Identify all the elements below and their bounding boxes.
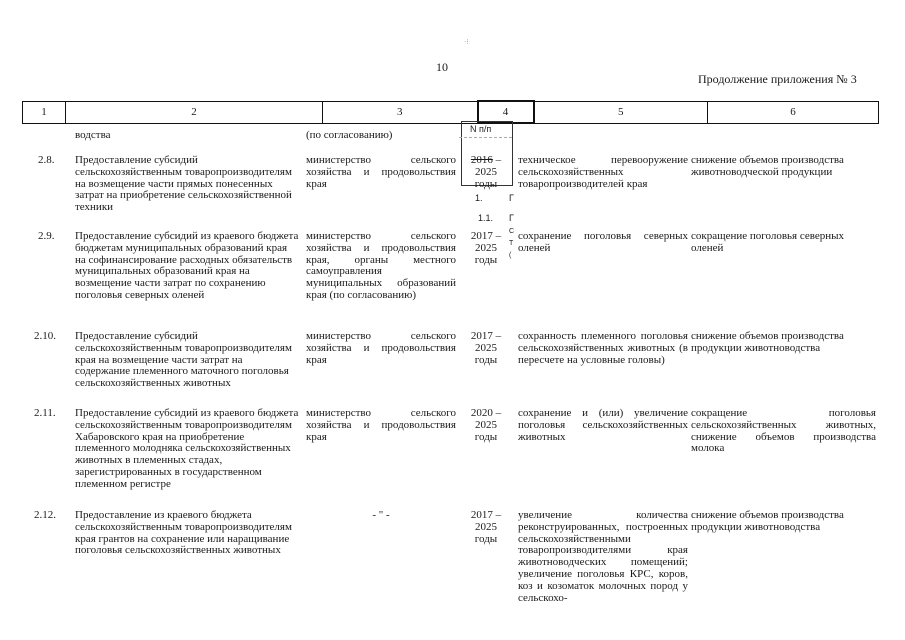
row-2-9-measure: Предоставление субсидий из краевого бюджета бюджетам муниципальных образований края на софинансирование расходных обязательств муниципальных образований края на возмещение части затрат по сохранению поголовья северных оленей [75, 230, 299, 301]
overlay-one-one: 1.1. [478, 213, 494, 223]
row-2-9-consequence: сокращение поголовья северных оленей [691, 230, 845, 254]
row-2-11-number: 2.11. [34, 407, 56, 419]
row-2-9-executor: министерство сельского хозяйства и продовольствия края, органы местного самоуправления муниципальных образований края (по согласованию) [306, 230, 456, 301]
row-2-10-years: 2017 – 2025 годы [470, 330, 502, 366]
col-header-5: 5 [534, 101, 708, 123]
row-2-12-number: 2.12. [34, 509, 56, 521]
row-2-10-consequence: снижение объемов производства продукции животноводства [691, 330, 844, 354]
row-2-11-measure: Предоставление субсидий из краевого бюджета сельскохозяйственным товаропроизводителям Хабаровского края на приобретение племенного молодняка сельскохозяйственных животных в племенных стадах, зарегистрированных в государственном племенном регистре [75, 407, 299, 490]
row-2-8-number: 2.8. [38, 154, 55, 166]
row-2-9-number: 2.9. [38, 230, 55, 242]
overlay-n-pp: N п/п [470, 124, 492, 134]
row-2-10-number: 2.10. [34, 330, 56, 342]
scan-mark: ·⁝ [464, 38, 469, 46]
overlay-frag-3: С [509, 228, 515, 235]
row-2-8-executor: министерство сельского хозяйства и продовольствия края [306, 154, 456, 190]
overlay-frag-4: Т [509, 240, 514, 247]
overlay-frag-2: Г [509, 213, 514, 223]
row-2-10-result: сохранность племенного поголовья сельскохозяйственных животных (в пересчете на условные головы) [518, 330, 688, 366]
col-header-3: 3 [323, 101, 478, 123]
continuation-col2: водства [75, 129, 111, 141]
col-header-4: 4 [478, 101, 534, 123]
overlay-frag-1: Г [509, 193, 514, 203]
col-header-1: 1 [23, 101, 66, 123]
row-2-12-executor: - " - [372, 509, 390, 521]
page-number: 10 [436, 60, 448, 74]
row-2-12-years: 2017 – 2025 годы [470, 509, 502, 545]
row-2-8-years: 2016 – 2025 годы [470, 154, 502, 190]
row-2-9-result: сохранение поголовья северных оленей [518, 230, 688, 254]
row-2-12-result: увеличение количества реконструированных, построенных сельскохозяйственными товаропроизводителями края животноводческих помещений; увеличение поголовья КРС, коров, коз и козоматок молочных пород у сельскохо- [518, 509, 688, 604]
overlay-one: 1. [475, 193, 483, 203]
overlay-frag-5: ( [509, 252, 512, 259]
row-2-11-result: сохранение и (или) увеличение поголовья сельскохозяйственных животных [518, 407, 688, 443]
row-2-8-consequence: снижение объемов производства животноводческой продукции [691, 154, 844, 178]
row-2-11-executor: министерство сельского хозяйства и продовольствия края [306, 407, 456, 443]
row-2-8-years-end: 2025 [475, 165, 497, 178]
row-2-8-measure: Предоставление субсидий сельскохозяйственным товаропроизводителям на возмещение части прямых понесенных затрат на приобретение сельскохозяйственной техники [75, 154, 292, 214]
row-2-11-years: 2020 – 2025 годы [470, 407, 502, 443]
row-2-12-consequence: снижение объемов производства продукции животноводства [691, 509, 844, 533]
row-2-12-measure: Предоставление из краевого бюджета сельскохозяйственным товаропроизводителям края грантов на сохранение или наращивание поголовья сельскохозяйственных животных [75, 509, 292, 557]
row-2-10-measure: Предоставление субсидий сельскохозяйственным товаропроизводителям края на возмещение части затрат на содержание племенного маточного поголовья сельскохозяйственных животных [75, 330, 292, 390]
row-2-8-years-start: 2016 [470, 154, 493, 166]
table-header [22, 100, 879, 124]
row-2-10-executor: министерство сельского хозяйства и продовольствия края [306, 330, 456, 366]
overlay-dash [459, 137, 512, 138]
appendix-continuation: Продолжение приложения № 3 [698, 72, 857, 86]
col-header-6: 6 [708, 101, 879, 123]
row-2-11-consequence: сокращение поголовья сельскохозяйственных животных, снижение объемов производства молока [691, 407, 876, 455]
row-2-9-years: 2017 – 2025 годы [470, 230, 502, 266]
continuation-col3: (по согласованию) [306, 129, 393, 141]
col-header-2: 2 [66, 101, 323, 123]
row-2-8-result: техническое перевооружение сельскохозяйственных товаропроизводителей края [518, 154, 688, 190]
